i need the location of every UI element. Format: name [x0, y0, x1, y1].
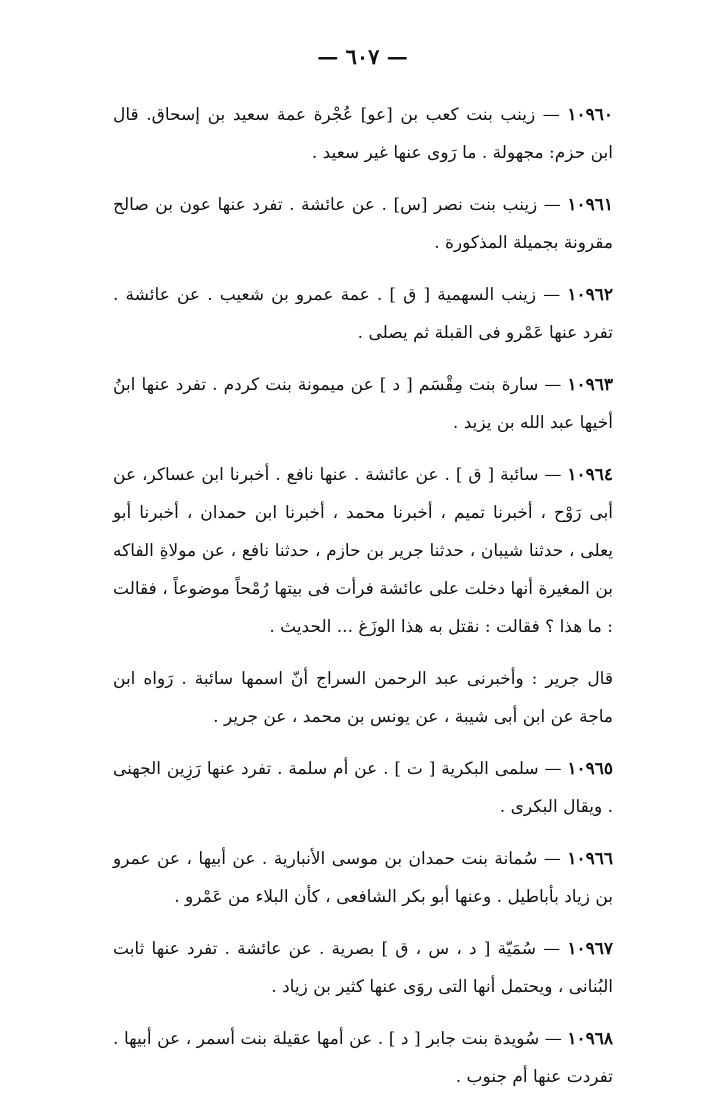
entry-10960: [113, 96, 613, 172]
entry-text: — زينب بنت كعب بن [عو] عُجْرة عمة سعيد بن إسحاق. قال ابن حزم: مجهولة . ما رَوى عنها غير سعيد .: [113, 105, 613, 163]
entry-10966: [113, 840, 613, 916]
entry-10967: [113, 930, 613, 1006]
page-number: — ٦٠٧ —: [317, 44, 408, 69]
entry-text: — سُويدة بنت جابر [ د ] . عن أمها عقيلة بنت أسمر ، عن أبيها . تفردت عنها أم جنوب .: [113, 1029, 613, 1087]
entry-text: — سلمى البكرية [ ت ] . عن أم سلمة . تفرد عنها رَزِين الجهنى . ويقال البكرى .: [113, 759, 613, 817]
page-body: [113, 96, 613, 1110]
entry-text: — زينب بنت نصر [س] . عن عائشة . تفرد عنها عون بن صالح مقرونة بجميلة المذكورة .: [113, 195, 613, 253]
entry-number: ١٠٩٦٧: [567, 939, 613, 959]
entry-number: ١٠٩٦٠: [567, 105, 613, 125]
entry-10968: [113, 1020, 613, 1096]
entry-10962: [113, 276, 613, 352]
entry-number: ١٠٩٦٣: [567, 375, 613, 395]
entry-text: — سُمَيّة [ د ، س ، ق ] بصرية . عن عائشة . تفرد عنها ثابت البُنانى ، ويحتمل أنها التى روَى عنها كثير بن زياد .: [113, 939, 613, 997]
entry-text: — سارة بنت مِقْسَم [ د ] عن ميمونة بنت كردم . تفرد عنها ابنُ أخيها عبد الله بن يزيد .: [113, 375, 613, 433]
entry-number: ١٠٩٦٤: [567, 465, 613, 485]
entry-number: ١٠٩٦٢: [567, 285, 613, 305]
entry-10965: [113, 750, 613, 826]
entry-number: ١٠٩٦٨: [567, 1029, 613, 1049]
entry-text: — سُمانة بنت حمدان بن موسى الأنبارية . عن أبيها ، عن عمرو بن زياد بأباطيل . وعنها أبو بكر الشافعى ، كأن البلاء من عَمْرو .: [113, 849, 613, 907]
entry-text: — زينب السهمية [ ق ] . عمة عمرو بن شعيب . عن عائشة . تفرد عنها عَمْرو فى القبلة ثم يصلى .: [113, 285, 613, 343]
entry-number: ١٠٩٦٦: [567, 849, 613, 869]
entry-text: قال جرير : وأخبرنى عبد الرحمن السراج أنّ اسمها سائبة . رَواه ابن ماجة عن ابن أبى شيبة ، عن يونس بن محمد ، عن جرير .: [113, 669, 613, 727]
entry-10964-continuation: [113, 660, 613, 736]
entry-10963: [113, 366, 613, 442]
entry-10961: [113, 186, 613, 262]
entry-number: ١٠٩٦٥: [567, 759, 613, 779]
entry-number: ١٠٩٦١: [567, 195, 613, 215]
entry-text: — سائبة [ ق ] . عن عائشة . عنها نافع . أخبرنا ابن عساكر، عن أبى رَوْح ، أخبرنا تميم ، أخبرنا محمد ، أخبرنا ابن حمدان ، أخبرنا أبو يعلى ، حدثنا شيبان ، حدثنا جرير بن حازم ، حدثنا نافع ، عن مولاةِ الفاكه بن المغيرة أنها دخلت على عائشة فرأت فى بيتها رُمْحاً موضوعاً ، فقالت : ما هذا ؟ فقالت : نقتل به هذا الوزَغ ... الحديث .: [113, 465, 613, 637]
entry-10964: [113, 456, 613, 646]
